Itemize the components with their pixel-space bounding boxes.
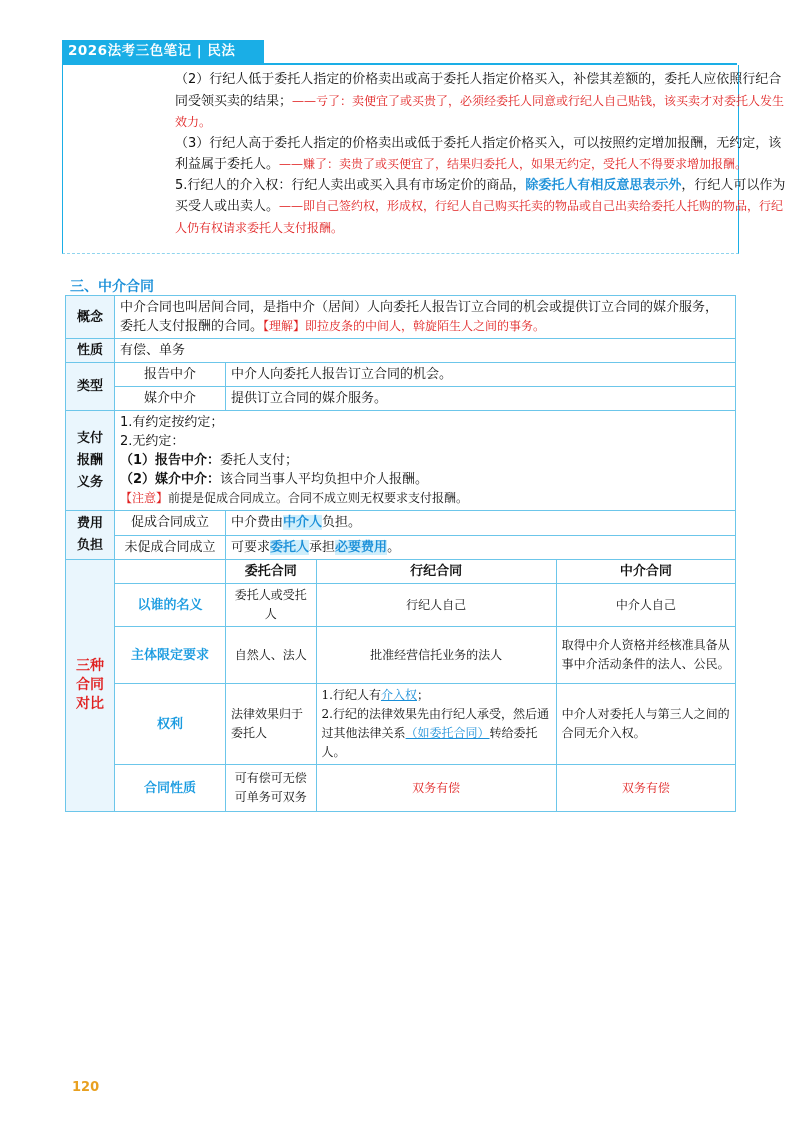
row-label-comparison: 三种合同对比 [66,560,115,812]
payment-line-4-text: 该合同当事人平均负担中介人报酬。 [220,472,429,487]
payment-line-3-bold: （1）报告中介： [120,453,221,468]
fee-desc [226,511,736,536]
table-row [66,765,736,812]
paragraph-5 [175,176,790,240]
paragraph-3-text: （3）行纪人高于委托人指定的价格卖出或低于委托人指定价格买入，可以按照约定增加报酬，无约定，该利益属于委托人。 [175,135,782,172]
comparison-cell [316,684,556,765]
comparison-col-head: 委托合同 [226,560,317,584]
comparison-row-label: 合同性质 [115,765,226,812]
fee-desc-highlight: 委托人 [270,539,310,555]
paragraph-5-text: 5.行纪人的介入权：行纪人卖出或买入具有市场定价的商品， [175,177,526,193]
comparison-row-label: 主体限定要求 [115,627,226,684]
paragraph-5-highlight: 除委托人有相反意思表示外 [525,177,682,193]
page-number: 120 [72,1080,100,1095]
concept-note: 【理解】即拉皮条的中间人，斡旋陌生人之间的事务。 [263,319,546,333]
payment-cell [115,411,736,511]
nature-cell: 有偿、单务 [115,339,736,363]
comparison-cell: 可有偿可无偿可单务可双务 [226,765,317,812]
comparison-cell: 中介人自己 [556,584,735,627]
paragraph-2-text: （2）行纪人低于委托人指定的价格卖出或高于委托人指定价格买入，补偿其差额的，委托人应依照行纪合同受领买卖的结果； [175,72,782,109]
payment-note-tag: 【注意】 [120,491,169,505]
type-name: 媒介中介 [115,387,226,411]
row-label-concept: 概念 [66,296,115,339]
paragraph-2 [175,70,790,134]
rights-line-1-b: ； [416,688,429,702]
payment-line-2: 2.无约定： [120,434,185,449]
fee-desc-b: 承担 [309,539,336,555]
concept-text: 中介合同也叫居间合同，是指中介（居间）人向委托人报告订立合同的机会或提供订立合同的媒介服务，委托人支付报酬的合同。 [120,300,719,334]
type-desc: 提供订立合同的媒介服务。 [226,387,736,411]
table-row [66,535,736,560]
type-desc: 中介人向委托人报告订立合同的机会。 [226,363,736,387]
fee-desc-b: 负担。 [322,515,362,531]
comparison-row-label: 以谁的名义 [115,584,226,627]
section-title: 三、中介合同 [70,279,154,295]
table-row [66,627,736,684]
row-label-nature: 性质 [66,339,115,363]
fee-desc-highlight: 中介人 [283,515,323,531]
table-row [66,584,736,627]
table-row [66,339,736,363]
comparison-cell: 行纪人自己 [316,584,556,627]
row-label-fee: 费用负担 [66,511,115,560]
type-name: 报告中介 [115,363,226,387]
comparison-cell: 取得中介人资格并经核准具备从事中介活动条件的法人、公民。 [556,627,735,684]
table-row [66,296,736,339]
table-row [66,560,736,584]
comparison-col-head: 中介合同 [556,560,735,584]
table-row [66,387,736,411]
continued-text [175,70,790,239]
rights-line-1 [322,686,551,705]
comparison-cell: 中介人对委托人与第三人之间的合同无介入权。 [556,684,735,765]
fee-name: 促成合同成立 [115,511,226,536]
rights-line-2-a: 2.行纪的法律效果先由行纪人承受，然后通过其他法律关系 [321,707,549,740]
paragraph-5-text-b: ，行纪人可以作为买受人或出卖人。 [175,177,786,214]
fee-desc-c: 。 [387,539,401,555]
comparison-cell: 双务有偿 [556,765,735,812]
comparison-cell: 批准经营信托业务的法人 [316,627,556,684]
table-row [66,411,736,511]
comparison-cell: 法律效果归于委托人 [226,684,317,765]
row-label-type: 类型 [66,363,115,411]
fee-desc-a: 可要求 [231,539,271,555]
table-row [66,363,736,387]
paragraph-3 [175,134,790,176]
fee-desc [226,535,736,560]
paragraph-5-note: ——即自己签约权，形成权，行纪人自己购买托卖的物品或自己出卖给委托人托购的物品，行纪人仍有权请求委托人支付报酬。 [175,199,784,235]
rights-line-2 [322,705,551,762]
fee-name: 未促成合同成立 [115,535,226,560]
row-label-payment: 支付报酬义务 [66,411,115,511]
table-row [66,684,736,765]
table-row [66,511,736,536]
rights-line-2-b: 转给委托人。 [321,726,538,759]
comparison-corner [115,560,226,584]
comparison-col-head: 行纪合同 [316,560,556,584]
comparison-cell: 委托人或受托人 [226,584,317,627]
header-title: 2026法考三色笔记 | 民法 [62,40,264,63]
rights-line-1-a: 1.行纪人有 [321,688,381,702]
payment-line-3-text: 委托人支付； [220,453,299,468]
payment-line-4 [120,470,730,489]
comparison-cell: 双务有偿 [316,765,556,812]
comparison-cell: 自然人、法人 [226,627,317,684]
payment-line-1: 1.有约定按约定； [120,415,224,430]
concept-cell [115,296,736,339]
intermediary-contract-table [65,295,736,812]
comparison-row-label: 权利 [115,684,226,765]
rights-line-1-highlight: 介入权 [380,688,417,702]
paragraph-2-note: ——亏了：卖便宜了或买贵了，必须经委托人同意或行纪人自己贴钱，该买卖才对委托人发生效力。 [175,93,785,129]
rights-line-2-highlight: （如委托合同） [405,726,490,740]
continued-section-box [62,65,786,254]
payment-note [120,489,730,508]
payment-note-text: 前提是促成合同成立。合同不成立则无权要求支付报酬。 [168,491,469,505]
fee-desc-highlight-2: 必要费用 [335,539,388,555]
payment-line-4-bold: （2）媒介中介： [120,472,221,487]
fee-desc-a: 中介费由 [231,515,284,531]
payment-line-3 [120,451,730,470]
paragraph-3-note: ——赚了：卖贵了或买便宜了，结果归委托人，如果无约定，受托人不得要求增加报酬。 [279,157,748,171]
